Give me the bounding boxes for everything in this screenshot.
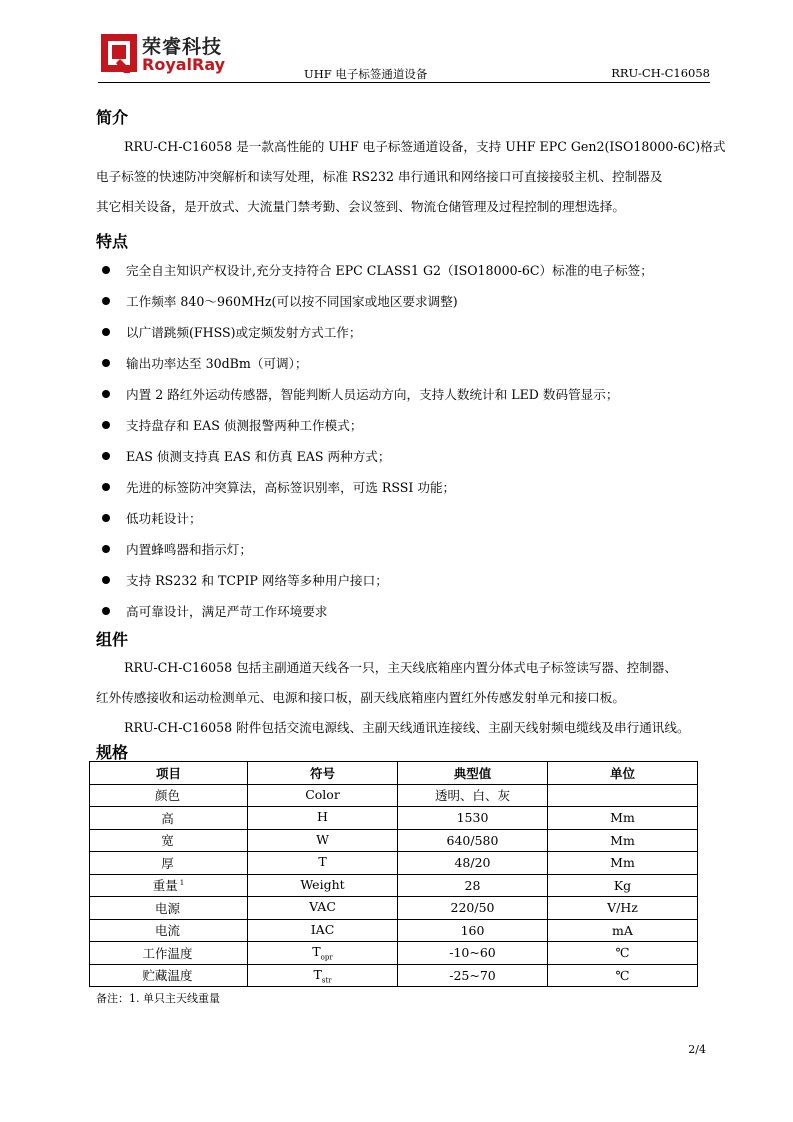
spec-symbol: W — [248, 829, 398, 852]
feature-text: 输出功率达至 30dBm（可调）； — [126, 356, 308, 371]
spec-unit: mA — [548, 919, 698, 942]
feature-text: 支持 RS232 和 TCPIP 网络等多种用户接口； — [126, 573, 388, 588]
spec-symbol: IAC — [248, 919, 398, 942]
spec-value: 28 — [398, 874, 548, 897]
company-name-cn: 荣睿科技 — [142, 36, 223, 58]
list-item — [96, 502, 710, 533]
page-header — [98, 30, 710, 82]
bullet-icon — [102, 328, 110, 336]
spec-value: 160 — [398, 919, 548, 942]
bullet-icon — [102, 452, 110, 460]
spec-value: 220/50 — [398, 897, 548, 920]
table-row — [90, 829, 698, 852]
table-row — [90, 919, 698, 942]
symbol-subscript: str — [321, 976, 332, 984]
intro-line: 电子标签的快速防冲突解析和读写处理，标准 RS232 串行通讯和网络接口可直接接驳主机、控制器及 — [96, 169, 663, 184]
bullet-icon — [102, 576, 110, 584]
components-heading: 组件 — [96, 630, 129, 649]
list-item — [96, 564, 710, 595]
spec-symbol: VAC — [248, 897, 398, 920]
spec-item: 重量 $^1$ — [90, 874, 248, 897]
feature-text: EAS 侦测支持真 EAS 和仿真 EAS 两种方式； — [126, 449, 391, 464]
spec-value: 1530 — [398, 807, 548, 830]
bullet-icon — [102, 297, 110, 305]
feature-text: 以广谱跳频(FHSS)或定频发射方式工作； — [126, 325, 362, 340]
list-item — [96, 440, 710, 471]
features-heading: 特点 — [96, 232, 129, 251]
intro-line: 其它相关设备，是开放式、大流量门禁考勤、会议签到、物流仓储管理及过程控制的理想选择。 — [96, 199, 625, 214]
column-header-unit: 单位 — [548, 762, 698, 785]
spec-unit: ℃ — [548, 964, 698, 987]
components-line: 红外传感接收和运动检测单元、电源和接口板，副天线底箱座内置红外传感发射单元和接口板。 — [96, 690, 625, 705]
list-item — [96, 471, 710, 502]
spec-symbol: $T_{opr}$ — [248, 942, 398, 965]
bullet-icon — [102, 421, 110, 429]
feature-text: 完全自主知识产权设计,充分支持符合 EPC CLASS1 G2（ISO18000-6C）标准的电子标签； — [126, 263, 653, 278]
bullet-icon — [102, 266, 110, 274]
footnote: 备注：1. 单只主天线重量 — [96, 992, 220, 1005]
spec-value: 640/580 — [398, 829, 548, 852]
spec-symbol: Weight — [248, 874, 398, 897]
bullet-icon — [102, 390, 110, 398]
list-item — [96, 533, 710, 564]
table-row — [90, 807, 698, 830]
spec-symbol: $T_{str}$ — [248, 964, 398, 987]
spec-value: -25~70 — [398, 964, 548, 987]
list-item — [96, 595, 710, 626]
table-row — [90, 897, 698, 920]
spec-symbol: T — [248, 852, 398, 875]
spec-value: 48/20 — [398, 852, 548, 875]
list-item — [96, 409, 710, 440]
bullet-icon — [102, 359, 110, 367]
intro-heading: 简介 — [96, 108, 129, 127]
feature-text: 支持盘存和 EAS 侦测报警两种工作模式； — [126, 418, 363, 433]
features-list — [96, 254, 710, 626]
table-row — [90, 874, 698, 897]
specs-table — [89, 761, 698, 987]
spec-item: 贮藏温度 — [90, 964, 248, 987]
list-item — [96, 254, 710, 285]
document-title: UHF 电子标签通道设备 — [304, 67, 428, 81]
spec-unit — [548, 784, 698, 807]
company-name-en: RoyalRay — [142, 55, 226, 74]
feature-text: 工作频率 840～960MHz(可以按不同国家或地区要求调整) — [126, 294, 458, 309]
spec-item: 工作温度 — [90, 942, 248, 965]
bullet-icon — [102, 483, 110, 491]
spec-unit: V/Hz — [548, 897, 698, 920]
royalray-logo-icon — [100, 33, 138, 73]
spec-item: 厚 — [90, 852, 248, 875]
spec-unit: ℃ — [548, 942, 698, 965]
spec-value: -10~60 — [398, 942, 548, 965]
bullet-icon — [102, 607, 110, 615]
spec-unit: Mm — [548, 852, 698, 875]
feature-text: 先进的标签防冲突算法，高标签识别率，可选 RSSI 功能； — [126, 480, 456, 495]
table-row — [90, 964, 698, 987]
intro-paragraph — [96, 132, 726, 222]
spec-unit: Kg — [548, 874, 698, 897]
company-logo — [98, 30, 238, 78]
table-row — [90, 942, 698, 965]
column-header-item: 项目 — [90, 762, 248, 785]
footnote-marker: 1 — [179, 879, 185, 888]
components-line: RRU-CH-C16058 包括主副通道天线各一只，主天线底箱座内置分体式电子标签读写器、控制器、 — [124, 660, 677, 675]
header-divider — [98, 82, 710, 83]
table-row — [90, 852, 698, 875]
spec-unit: Mm — [548, 829, 698, 852]
page-number: 2/4 — [688, 1043, 706, 1056]
feature-text: 内置蜂鸣器和指示灯； — [126, 542, 252, 557]
spec-unit: Mm — [548, 807, 698, 830]
feature-text: 内置 2 路红外运动传感器，智能判断人员运动方向，支持人数统计和 LED 数码管显示； — [126, 387, 619, 402]
spec-item: 电源 — [90, 897, 248, 920]
list-item — [96, 347, 710, 378]
components-paragraph — [96, 653, 710, 743]
list-item — [96, 285, 710, 316]
feature-text: 低功耗设计； — [126, 511, 202, 526]
bullet-icon — [102, 514, 110, 522]
spec-value: 透明、白、灰 — [398, 784, 548, 807]
feature-text: 高可靠设计，满足严苛工作环境要求 — [126, 604, 328, 619]
column-header-value: 典型值 — [398, 762, 548, 785]
list-item — [96, 316, 710, 347]
components-line: RRU-CH-C16058 附件包括交流电源线、主副天线通讯连接线、主副天线射频电缆线及串行通讯线。 — [124, 720, 690, 735]
table-header-row — [90, 762, 698, 785]
table-row — [90, 784, 698, 807]
spec-symbol: Color — [248, 784, 398, 807]
column-header-symbol: 符号 — [248, 762, 398, 785]
spec-item: 宽 — [90, 829, 248, 852]
list-item — [96, 378, 710, 409]
spec-symbol: H — [248, 807, 398, 830]
spec-item: 高 — [90, 807, 248, 830]
specs-heading: 规格 — [96, 743, 129, 762]
bullet-icon — [102, 545, 110, 553]
spec-item: 电流 — [90, 919, 248, 942]
symbol-subscript: opr — [320, 953, 333, 962]
spec-item: 颜色 — [90, 784, 248, 807]
document-code: RRU-CH-C16058 — [611, 66, 710, 80]
intro-line: RRU-CH-C16058 是一款高性能的 UHF 电子标签通道设备，支持 UHF EPC Gen2(ISO18000-6C)格式 — [124, 139, 726, 154]
